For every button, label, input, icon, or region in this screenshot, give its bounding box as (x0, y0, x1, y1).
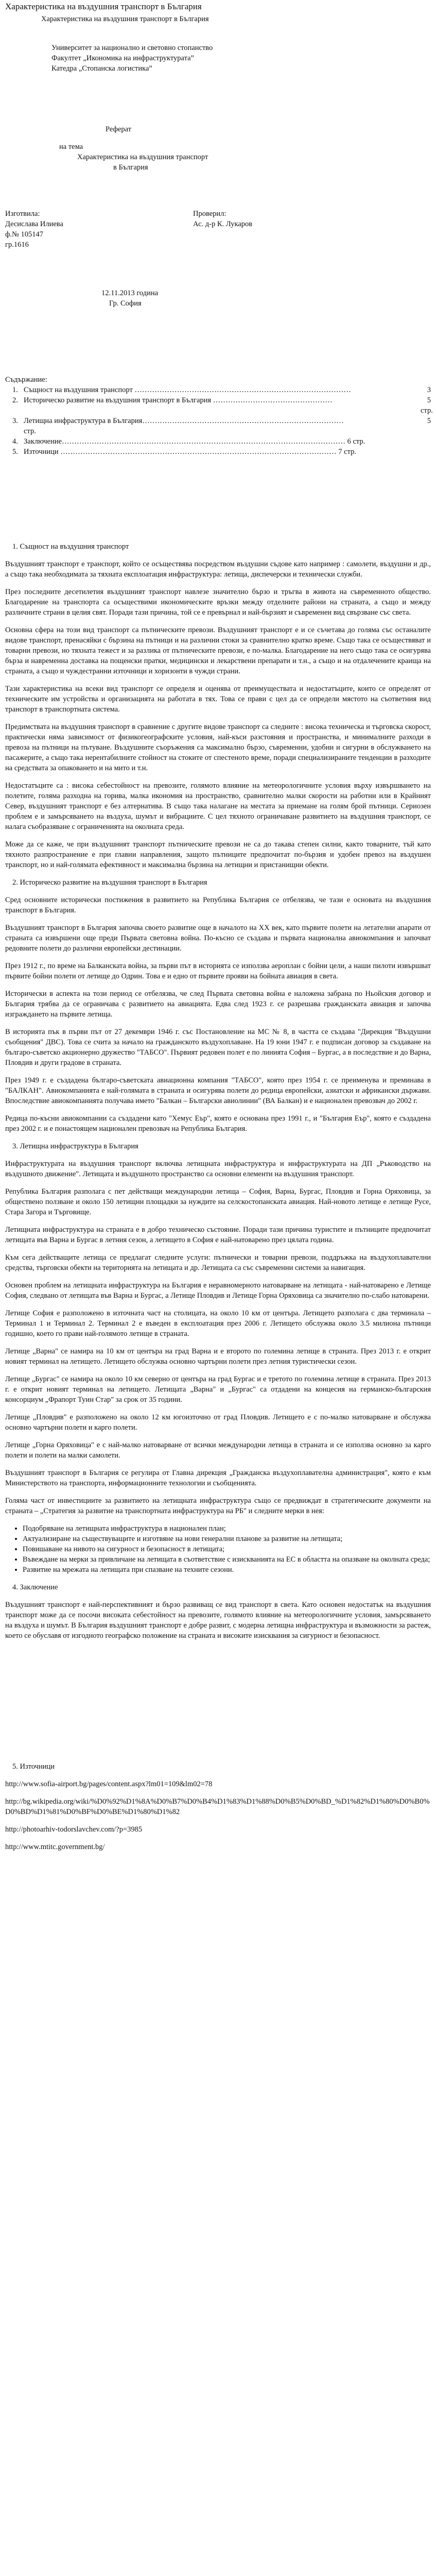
toc-item-number: 5. (12, 448, 18, 456)
referat-label: Реферат (106, 125, 131, 133)
paragraph: Въздушният транспорт в България започва своето развитие още в началото на XX век, като първите полети на летателни апарати от страната са извършени още преди Първата световна война. По-късно се създава и първата национална авиокомпания и започват редовните полети до различни европейски дестинации. (5, 924, 431, 953)
paragraph: Република България разполага с пет действащи международни летища – София, Варна, Бургас, Пловдив и Горна Оряховица, за обществено ползване и около 150 летищни площадки за нуждите на селскостопанската авиация. Най-новото летище е летище Русе, Стара Загора и Търговище. (5, 1188, 431, 1216)
toc-item-number: 3. (12, 417, 18, 425)
sources-list (5, 1779, 431, 1852)
date-place-block (101, 288, 431, 309)
paragraph: Може да се каже, че при въздушният транспорт пътническите превози не са до такава степен силни, както товарните, тъй като тяхното разпространение е при главни направления, защото пътниците предпочитат по-бързия и удобен превоз на въздушен транспорт, но и най-голямата ефективност и максимална бързина на летищни и пристанищни обекти. (5, 840, 431, 869)
people-block (5, 209, 431, 250)
list-item: • Повишаване на нивото на сигурност и безопасност в летищата; (23, 1544, 431, 1554)
topic-label: на тема (59, 143, 83, 151)
paragraph: Летище „Бургас" се намира на около 10 км северно от центъра на град Бургас и е третото по големина летище в страната. През 2013 г. е открит новият терминал на летището. Летищата „Варна" и „Бургас" са отдадени на концесия на германско-българския консорциум „Фрапорт Туин Стар" за срок от 35 години. (5, 1375, 431, 1404)
paragraph: В историята пък в първи път от 27 декември 1946 г. със Постановление на МС № 8, в частта се създава "Дирекция "Въздушни съобщения" ДВС). Това се счита за начало на гражданското въздухоплаване. На 19 юни 1947 г. е подписан договор за създаване на българо-съветско акционерно дружество "ТАБСО". Първият редовен полет е по линията София – Бургас, а в последствие и до Варна, Пловдив и други градове в страната. (5, 1028, 431, 1067)
section-3-heading: 3. Летищна инфраструктура в България (12, 1142, 138, 1150)
toc-item-text: Историческо развитие на въздушния транспорт в България ………………………………………… (24, 396, 333, 404)
paragraph: Летищната инфраструктура на страната е в добро техническо състояние. Поради тази причина туристите и пътниците предпочитат летищата във Варна и Бургас в летния сезон, а летището в София е най-натоварено през цялата година. (5, 1226, 431, 1244)
list-item: • Въвеждане на мерки за привличане на летищата в съответствие с изискванията на ЕС в областта на опазване на околната среда; (23, 1554, 431, 1565)
toc-item[interactable] (5, 395, 431, 416)
topic-line-1: Характеристика на въздушния транспорт (77, 153, 208, 161)
toc-item[interactable] (5, 447, 431, 457)
table-of-contents (5, 375, 431, 457)
paragraph: Летище „Горна Оряховица" е с най-малко натоварване от всички международни летища в страната и се използва основно за карго полети и полети на малки самолети. (5, 1441, 431, 1460)
paragraph: Летище „Варна" се намира на 10 км от центъра на град Варна и е второто по големина летище в страната. През 2013 г. е открит новият терминал на летището. Летището обслужва основно чартърни полети през летния туристически сезон. (5, 1347, 431, 1366)
section-1-body (5, 559, 431, 870)
section-2-body (5, 895, 431, 1134)
paragraph: Тази характеристика на всеки вид транспорт се определя и оценява от преимуществата и недостатъците, които се определят от техническите им устройства и организацията на работата в тях. Това се прави с цел да се определи мястото на съответния вид транспорт в транспортната система. (5, 685, 431, 714)
author-label: Изготвила: (5, 210, 40, 218)
author-name: Десислава Илиева (5, 220, 63, 228)
paragraph: Въздушният транспорт в България се регулира от Главна дирекция „Гражданска въздухоплавателна администрация", която е към Министерството на транспорта, информационните технологии и съобщенията. (5, 1469, 431, 1487)
faculty-number: ф.№ 105147 (5, 230, 43, 239)
toc-item-number: 1. (12, 386, 18, 394)
paragraph: Към сега действащите летища се предлагат следните услуги: пътнически и товарни превози, поддръжка на въздухоплавателни средства, търговски обекти на територията на летищата и др. Летищата са със съвременни системи за навигация. (5, 1253, 431, 1272)
author-block (5, 209, 193, 250)
toc-item-text: Източници ………………………………………………………………………………………………… 7 стр. (24, 448, 357, 456)
paragraph: Инфраструктурата на въздушния транспорт включва летищната инфраструктура и инфраструктурата на ДП „Ръководство на въздушното движение". Летищата и въздушното пространство са основни елементи на въздушния транспорт. (5, 1160, 431, 1178)
document-city: Гр. София (109, 299, 142, 308)
toc-item-wrap: стр. (24, 427, 36, 435)
paragraph: През 1912 г., по време на Балканската война, за първи път в историята се използва аероплан с бойни цели, а наши пилоти извършват първите бойни полети от летище до Одрин. Това е и едно от първите прояви на бойната авиация в света. (5, 962, 431, 980)
document-date: 12.11.2013 година (101, 289, 159, 297)
paragraph: Сред основните исторически постижения в развитието на Република България се отбелязва, че тази е основата на въздушния транспорт в България. (5, 896, 431, 914)
toc-item-text: Заключение…………………………………………………………………………………………………… 6 стр. (24, 437, 365, 446)
topic-line-2: в България (113, 163, 148, 172)
document-subtitle: Характеристика на въздушния транспорт в България (41, 15, 209, 23)
section-4-body (5, 1600, 431, 1641)
source-link[interactable]: http://www.sofia-airport.bg/pages/content.aspx?lm01=109&lm02=78 (5, 1780, 213, 1788)
document-title: Характеристика на въздушния транспорт в България (5, 2, 202, 11)
checker-block (193, 209, 431, 250)
toc-item-number: 2. (12, 396, 18, 404)
paragraph: През последните десетилетия въздушният транспорт навлезе значително бързо и тръгва в живота на съвременното общество. Благодарение на транспорта са осъществими икономическите връзки между отделните райони на страната, а също и между различните страни в целия свят. Поради тази причина, той се е превърнал и най-бързият и съвременен вид свързване със света. (5, 588, 431, 617)
topic-block (59, 142, 431, 173)
list-item: • Развитие на мрежата на летищата при спазване на техните сезони. (23, 1565, 431, 1575)
paragraph: Основна сфера на този вид транспорт са пътническите превози. Въздушният транспорт е и се съчетава до голяма със останалите видове транспорт, пренасяйки с бързина на пътници и на различни стоки за сравнително кратко време. Също така се осъществяват и товарни превози, но тяхната тежест и за разлика от пътническите превози, е по-малка. Благодарение на него също така се осигурява бърза и навременна доставка на пощенски пратки, медицински и лекарствени препарати и т.н., а също и на отдалечените краища на страната, а също и чуждестранни източници и хоризонти в чужди страни. (5, 626, 431, 675)
section-2-heading: 2. Историческо развитие на въздушния транспорт в България (12, 878, 207, 887)
toc-item-text: Летищна инфраструктура в България……………………………………………………………………… (24, 417, 344, 425)
group-number: гр.1616 (5, 241, 29, 249)
toc-item[interactable] (5, 385, 431, 395)
checker-label: Проверил: (193, 210, 226, 218)
paragraph: Летище София е разположено в източната част на столицата, на около 10 км от центъра. Летището разполага с два терминала – Терминал 1 и Терминал 2. Терминал 2 е въведен в експлоатация през 2006 г. Летището обслужва около 3.5 милиона пътници годишно, което го прави най-голямото летище в страната. (5, 1309, 431, 1338)
section-5-heading: 5. Източници (12, 1762, 55, 1771)
paragraph: Въздушният транспорт е транспорт, който се осъществява посредством въздушни съдове като например : самолети, въздушни и др., а също така необходимата за тяхната експлоатация инфраструктура: летища, диспечерски и технически служби. (5, 560, 431, 579)
paragraph: Исторически в аспекта на този период се отбелязва, че след Първата световна война е наложена забрана по Ньойския договор и България трябва да се ограничава с развитието на авиацията. Едва след 1923 г. се разрешава гражданската авиация и започва изграждането на първите летища. (5, 990, 431, 1019)
section-1-heading: 1. Същност на въздушния транспорт (12, 543, 129, 551)
toc-item[interactable] (5, 416, 431, 426)
paragraph: Летище „Пловдив" е разположено на около 12 км югоизточно от град Пловдив. Летището е с по-малко натоварване и обслужва основно чартърни полети и карго полети. (5, 1413, 431, 1432)
source-link[interactable]: http://photoarhiv-todorslavchev.com/?p=3985 (5, 1825, 143, 1834)
paragraph: Редица по-късни авиокомпании са създадени като "Хемус Еър", която е основана през 1991 г., и "България Еър", която е създадена през 2002 г. и е понастоящем национален превозвач на Република България. (5, 1114, 431, 1133)
toc-item[interactable] (5, 436, 431, 447)
paragraph: През 1949 г. е създадена българо-съветската авиационна компания "ТАБСО", която през 1954 г. се преименува и преминава в "БАЛКАН". Авиокомпанията е най-голямата в страната и осигурява полети до редица европейски, азиатски и африкански държави. Впоследствие авиокомпанията получава името "Балкан – Български авиолинии" (ВА Балкан) и е национален превозвач до 2002 г. (5, 1076, 431, 1105)
toc-item-page: 3 (427, 386, 431, 394)
toc-item-page: 5 стр. (421, 396, 433, 415)
department-name: Катедра „Стопанска логистика” (51, 64, 152, 73)
list-item: • Подобряване на летищната инфраструктура в национален план; (23, 1523, 431, 1534)
university-name: Университет за национално и световно стопанство (51, 44, 213, 52)
list-item: • Актуализиране на съществуващите и изготвяне на нови генерални планове за развитие на летищата; (23, 1534, 431, 1544)
paragraph: Голяма част от инвестициите за развитието на летищната инфраструктура също се предвиждат в стратегическите документи на страната – „Стратегия за развитие на транспортната инфраструктура на РБ" и следните мерки в нея: (5, 1497, 431, 1515)
section-3-body (5, 1159, 431, 1575)
toc-item-number: 4. (12, 437, 18, 446)
checker-name: Ас. д-р К. Лукаров (193, 220, 253, 228)
paragraph: Основен проблем на летищната инфраструктура на България е неравномерното натоварване на летищата - най-натоварено е Летище София, следвано от летищата във Варна и Бургас, а Летище Пловдив и Летище Горна Оряховица са значително по-слабо натоварени. (5, 1281, 431, 1300)
toc-item-page: 5 (427, 417, 431, 425)
paragraph: Предимствата на въздушния транспорт в сравнение с другите видове транспорт са следните : висока техническа и търговска скорост, практически няма зависимост от физикогеографските условия, най-къси разстояния и пространства, и минималните разходи в превоза на пътници на пътуване. Въздушните съоръжения са максимално бързо, съвременни, удобни и сигурни в обслужването на пасажерите, а също така нерентабилните стойност на стоките от спестеното време, поради специализираните тенденции в разходите на средствата за опаковането и на мито и т.н. (5, 723, 431, 772)
university-block (51, 43, 431, 74)
measures-list (5, 1523, 431, 1575)
source-link[interactable]: http://www.mtitc.government.bg/ (5, 1843, 105, 1851)
toc-item-text: Същност на въздушния транспорт …………………………………………………………………………… (24, 386, 351, 394)
faculty-name: Факултет „Икономика на инфраструктурата” (51, 54, 194, 62)
paragraph: Недостатъците са : висока себестойност на превозите, голямото влияние на метеорологичните условия върху извършването на полетите, голяма разходна на горива, малка икономия на пространство, сравнително малки скорости на работни или в Крайният Север, въздушният транспорт е без алтернатива. В също така налагане на местата за приемане на голям брой пътници. Сериозен проблем е и замърсяването на въздуха, шумът и вибрациите. С цел тяхното ограничаване развитието на въздушния транспорт, се налага съобразяване с ограниченията на околната среда. (5, 782, 431, 831)
section-4-heading: 4. Заключение (12, 1583, 58, 1591)
toc-title: Съдържание: (5, 376, 47, 384)
source-link[interactable]: http://bg.wikipedia.org/wiki/%D0%92%D1%8A%D0%B7%D0%B4%D1%83%D1%88%D0%B5%D0%BD_%D1%82%D1%80%D0%B0%D0%BD%D1%81%D0%BF%D0%BE%D1%80%D1%82 (5, 1798, 430, 1816)
paragraph: Въздушният транспорт е най-перспективният и бързо развиващ се вид транспорт в света. Като основен недостатък на въздушния транспорт може да се посочи високата себестойност на превозите, голямото влияние на метеорологичните условия, замърсяването на въздуха и шумът. В България въздушният транспорт е добре развит, с модерна летищна инфраструктура и възможности за растеж, което се обуславя от изгодното географско положение на страната и високите изисквания за сигурност и безопасност. (5, 1601, 431, 1640)
